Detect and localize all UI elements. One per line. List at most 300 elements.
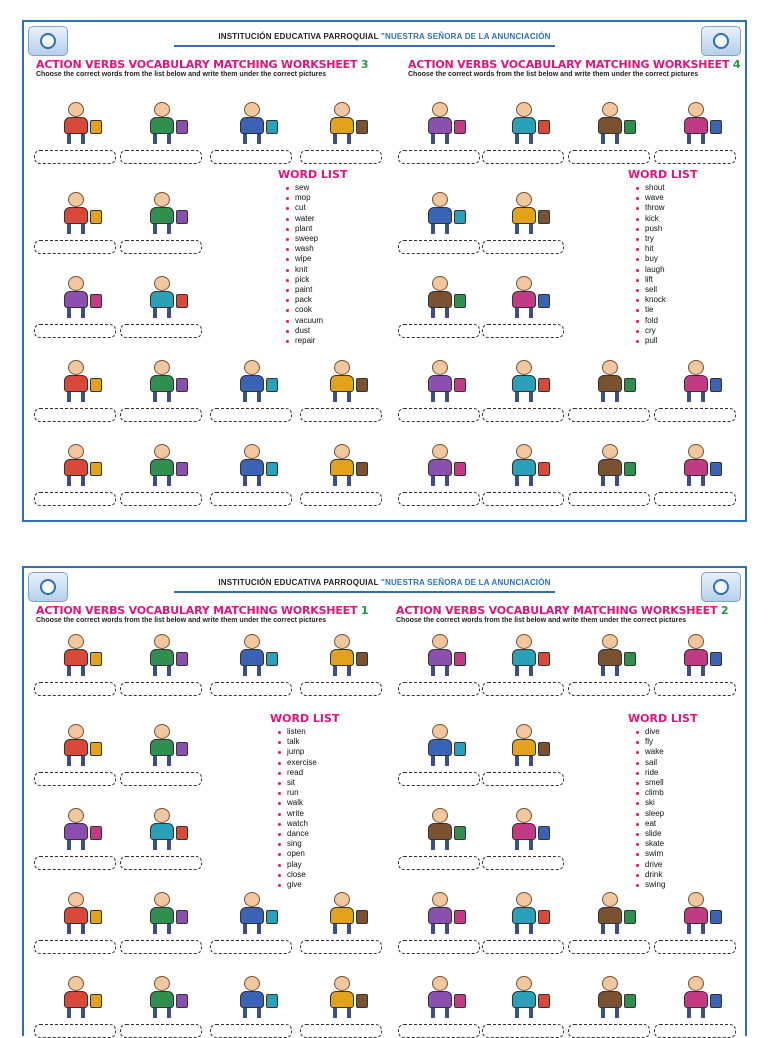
figure-body-icon: [64, 649, 88, 666]
figure-head-icon: [432, 102, 448, 117]
figure-legs-icon: [515, 1008, 533, 1018]
figure-body-icon: [150, 907, 174, 924]
figure-body-icon: [428, 375, 452, 392]
action-prop-icon: [624, 378, 636, 392]
clipart-illustration: [222, 442, 282, 488]
action-prop-icon: [356, 378, 368, 392]
answer-box[interactable]: [120, 240, 202, 254]
figure-legs-icon: [153, 392, 171, 402]
answer-box[interactable]: [654, 1024, 736, 1038]
school-header-name: "NUESTRA SEÑORA DE LA ANUNCIACIÓN: [380, 32, 551, 41]
figure-head-icon: [154, 444, 170, 459]
clipart-illustration: [410, 274, 470, 320]
answer-box[interactable]: [398, 856, 480, 870]
figure-legs-icon: [153, 756, 171, 766]
worksheet-number: 3: [360, 58, 369, 71]
figure-legs-icon: [601, 666, 619, 676]
answer-box[interactable]: [482, 324, 564, 338]
clipart-illustration: [580, 100, 640, 146]
action-prop-icon: [176, 294, 188, 308]
figure-head-icon: [602, 444, 618, 459]
figure-legs-icon: [67, 224, 85, 234]
answer-box[interactable]: [398, 324, 480, 338]
word-list-item: knit: [286, 265, 347, 275]
figure-legs-icon: [333, 134, 351, 144]
answer-box[interactable]: [34, 940, 116, 954]
figure-legs-icon: [687, 666, 705, 676]
figure-legs-icon: [333, 392, 351, 402]
figure-body-icon: [684, 375, 708, 392]
word-list-item: shout: [636, 183, 697, 193]
clipart-illustration: [46, 274, 106, 320]
figure-legs-icon: [601, 134, 619, 144]
figure-body-icon: [512, 991, 536, 1008]
worksheet-number: 2: [720, 604, 729, 617]
worksheet-instructions: Choose the correct words from the list below and write them under the correct pictures: [36, 71, 327, 78]
figure-body-icon: [150, 991, 174, 1008]
answer-box[interactable]: [482, 772, 564, 786]
figure-legs-icon: [431, 924, 449, 934]
answer-box[interactable]: [482, 1024, 564, 1038]
figure-legs-icon: [431, 1008, 449, 1018]
answer-box[interactable]: [120, 856, 202, 870]
figure-head-icon: [432, 360, 448, 375]
answer-box[interactable]: [210, 150, 292, 164]
figure-legs-icon: [515, 308, 533, 318]
figure-body-icon: [428, 907, 452, 924]
clipart-illustration: [410, 442, 470, 488]
clipart-illustration: [312, 358, 372, 404]
figure-head-icon: [154, 634, 170, 649]
worksheet-1-header: [36, 604, 396, 624]
word-list-item: give: [278, 880, 339, 890]
answer-box[interactable]: [210, 682, 292, 696]
figure-head-icon: [432, 892, 448, 907]
answer-box[interactable]: [482, 940, 564, 954]
worksheet-page-bottom: [22, 566, 747, 1036]
word-list-item: dust: [286, 326, 347, 336]
clipart-illustration: [132, 100, 192, 146]
action-prop-icon: [454, 742, 466, 756]
action-prop-icon: [266, 910, 278, 924]
answer-box[interactable]: [482, 240, 564, 254]
answer-box[interactable]: [300, 150, 382, 164]
word-list-item: pack: [286, 295, 347, 305]
word-list-item: cut: [286, 203, 347, 213]
action-prop-icon: [266, 120, 278, 134]
figure-head-icon: [432, 634, 448, 649]
clipart-illustration: [580, 974, 640, 1020]
word-list-item: try: [636, 234, 697, 244]
action-prop-icon: [710, 120, 722, 134]
figure-legs-icon: [515, 840, 533, 850]
figure-head-icon: [516, 360, 532, 375]
answer-box[interactable]: [34, 240, 116, 254]
word-list-item: wave: [636, 193, 697, 203]
figure-body-icon: [64, 291, 88, 308]
figure-legs-icon: [243, 666, 261, 676]
action-prop-icon: [90, 994, 102, 1008]
clipart-illustration: [46, 974, 106, 1020]
figure-head-icon: [244, 976, 260, 991]
worksheet-number: 1: [360, 604, 369, 617]
clipart-illustration: [494, 442, 554, 488]
figure-head-icon: [244, 892, 260, 907]
figure-head-icon: [68, 808, 84, 823]
answer-box[interactable]: [300, 492, 382, 506]
word-list-item: sell: [636, 285, 697, 295]
word-list-item: sweep: [286, 234, 347, 244]
figure-body-icon: [150, 291, 174, 308]
answer-box[interactable]: [654, 940, 736, 954]
answer-box[interactable]: [568, 1024, 650, 1038]
figure-head-icon: [68, 360, 84, 375]
worksheet-title: ACTION VERBS VOCABULARY MATCHING WORKSHEET: [36, 58, 358, 71]
answer-box[interactable]: [34, 856, 116, 870]
answer-box[interactable]: [300, 1024, 382, 1038]
answer-box[interactable]: [210, 408, 292, 422]
figure-legs-icon: [243, 134, 261, 144]
figure-body-icon: [64, 117, 88, 134]
answer-box[interactable]: [398, 940, 480, 954]
figure-head-icon: [516, 976, 532, 991]
word-list-item: sing: [278, 839, 339, 849]
figure-body-icon: [598, 991, 622, 1008]
action-prop-icon: [266, 378, 278, 392]
worksheet-title: ACTION VERBS VOCABULARY MATCHING WORKSHEET: [408, 58, 730, 71]
answer-box[interactable]: [34, 408, 116, 422]
clipart-illustration: [46, 806, 106, 852]
answer-box[interactable]: [482, 150, 564, 164]
answer-box[interactable]: [210, 940, 292, 954]
answer-box[interactable]: [120, 492, 202, 506]
action-prop-icon: [454, 378, 466, 392]
action-prop-icon: [454, 462, 466, 476]
word-list-item: laugh: [636, 265, 697, 275]
figure-body-icon: [150, 459, 174, 476]
answer-box[interactable]: [568, 150, 650, 164]
action-prop-icon: [266, 994, 278, 1008]
answer-box[interactable]: [34, 150, 116, 164]
clipart-illustration: [312, 100, 372, 146]
word-list-item: pull: [636, 336, 697, 346]
figure-head-icon: [516, 192, 532, 207]
figure-body-icon: [598, 459, 622, 476]
figure-head-icon: [154, 976, 170, 991]
answer-box[interactable]: [300, 940, 382, 954]
answer-box[interactable]: [482, 492, 564, 506]
action-prop-icon: [176, 378, 188, 392]
action-prop-icon: [176, 826, 188, 840]
figure-legs-icon: [153, 308, 171, 318]
worksheet-3-header: [36, 58, 396, 78]
answer-box[interactable]: [120, 682, 202, 696]
action-prop-icon: [538, 994, 550, 1008]
action-prop-icon: [176, 210, 188, 224]
word-list-item: pick: [286, 275, 347, 285]
clipart-illustration: [410, 632, 470, 678]
word-list-item: skate: [636, 839, 697, 849]
clipart-illustration: [46, 890, 106, 936]
action-prop-icon: [90, 826, 102, 840]
answer-box[interactable]: [654, 682, 736, 696]
action-prop-icon: [538, 210, 550, 224]
action-prop-icon: [90, 910, 102, 924]
figure-body-icon: [428, 459, 452, 476]
word-list-item: buy: [636, 254, 697, 264]
figure-body-icon: [512, 207, 536, 224]
answer-box[interactable]: [34, 324, 116, 338]
figure-head-icon: [432, 192, 448, 207]
answer-box[interactable]: [482, 856, 564, 870]
answer-box[interactable]: [120, 940, 202, 954]
figure-head-icon: [68, 892, 84, 907]
word-list-3: [278, 168, 347, 346]
word-list-item: slide: [636, 829, 697, 839]
figure-legs-icon: [67, 666, 85, 676]
answer-box[interactable]: [34, 682, 116, 696]
figure-legs-icon: [515, 924, 533, 934]
clipart-illustration: [46, 100, 106, 146]
action-prop-icon: [710, 462, 722, 476]
clipart-illustration: [494, 632, 554, 678]
action-prop-icon: [454, 652, 466, 666]
school-crest-icon: [701, 572, 741, 602]
action-prop-icon: [538, 294, 550, 308]
action-prop-icon: [538, 120, 550, 134]
answer-box[interactable]: [120, 772, 202, 786]
clipart-illustration: [222, 632, 282, 678]
figure-body-icon: [684, 907, 708, 924]
clipart-illustration: [666, 890, 726, 936]
answer-box[interactable]: [482, 682, 564, 696]
figure-legs-icon: [601, 924, 619, 934]
figure-head-icon: [516, 892, 532, 907]
answer-box[interactable]: [568, 408, 650, 422]
word-list-item: climb: [636, 788, 697, 798]
action-prop-icon: [624, 120, 636, 134]
clipart-illustration: [46, 190, 106, 236]
word-list-title: WORD LIST: [278, 168, 348, 181]
clipart-illustration: [494, 722, 554, 768]
figure-head-icon: [516, 634, 532, 649]
answer-box[interactable]: [210, 1024, 292, 1038]
figure-body-icon: [330, 375, 354, 392]
clipart-illustration: [46, 632, 106, 678]
clipart-illustration: [132, 274, 192, 320]
clipart-illustration: [132, 190, 192, 236]
word-list-item: watch: [278, 819, 339, 829]
figure-legs-icon: [333, 924, 351, 934]
figure-legs-icon: [67, 392, 85, 402]
clipart-illustration: [46, 358, 106, 404]
figure-body-icon: [150, 207, 174, 224]
action-prop-icon: [176, 120, 188, 134]
action-prop-icon: [356, 994, 368, 1008]
figure-head-icon: [68, 634, 84, 649]
answer-box[interactable]: [300, 408, 382, 422]
word-list-item: walk: [278, 798, 339, 808]
figure-body-icon: [428, 117, 452, 134]
answer-box[interactable]: [398, 408, 480, 422]
clipart-illustration: [580, 358, 640, 404]
answer-box[interactable]: [398, 682, 480, 696]
figure-head-icon: [244, 360, 260, 375]
figure-head-icon: [602, 976, 618, 991]
figure-body-icon: [684, 117, 708, 134]
figure-body-icon: [150, 117, 174, 134]
word-list-item: smell: [636, 778, 697, 788]
answer-box[interactable]: [398, 772, 480, 786]
figure-legs-icon: [601, 476, 619, 486]
action-prop-icon: [90, 120, 102, 134]
answer-box[interactable]: [120, 408, 202, 422]
figure-head-icon: [68, 276, 84, 291]
figure-head-icon: [334, 444, 350, 459]
answer-box[interactable]: [654, 408, 736, 422]
word-list-item: fold: [636, 316, 697, 326]
figure-body-icon: [512, 649, 536, 666]
school-header-prefix: INSTITUCIÓN EDUCATIVA PARROQUIAL: [218, 578, 381, 587]
figure-legs-icon: [515, 392, 533, 402]
figure-head-icon: [432, 444, 448, 459]
figure-body-icon: [428, 991, 452, 1008]
figure-legs-icon: [601, 1008, 619, 1018]
figure-legs-icon: [431, 840, 449, 850]
figure-head-icon: [432, 808, 448, 823]
figure-head-icon: [334, 360, 350, 375]
action-prop-icon: [90, 294, 102, 308]
figure-body-icon: [598, 649, 622, 666]
figure-legs-icon: [333, 1008, 351, 1018]
word-list-item: sew: [286, 183, 347, 193]
clipart-illustration: [312, 890, 372, 936]
answer-box[interactable]: [120, 324, 202, 338]
word-list-item: repair: [286, 336, 347, 346]
clipart-illustration: [46, 722, 106, 768]
figure-body-icon: [64, 823, 88, 840]
answer-box[interactable]: [120, 1024, 202, 1038]
word-list-item: run: [278, 788, 339, 798]
action-prop-icon: [454, 210, 466, 224]
action-prop-icon: [356, 462, 368, 476]
answer-box[interactable]: [34, 1024, 116, 1038]
figure-body-icon: [428, 291, 452, 308]
figure-legs-icon: [687, 1008, 705, 1018]
clipart-illustration: [666, 442, 726, 488]
clipart-illustration: [494, 190, 554, 236]
clipart-illustration: [410, 722, 470, 768]
answer-box[interactable]: [398, 492, 480, 506]
word-list-item: cry: [636, 326, 697, 336]
word-list-item: listen: [278, 727, 339, 737]
figure-legs-icon: [515, 476, 533, 486]
figure-body-icon: [240, 117, 264, 134]
answer-box[interactable]: [210, 492, 292, 506]
figure-head-icon: [68, 724, 84, 739]
figure-body-icon: [64, 375, 88, 392]
word-list-item: lift: [636, 275, 697, 285]
figure-head-icon: [516, 724, 532, 739]
answer-box[interactable]: [398, 150, 480, 164]
figure-legs-icon: [431, 476, 449, 486]
word-list-item: eat: [636, 819, 697, 829]
word-list-item: write: [278, 809, 339, 819]
clipart-illustration: [312, 442, 372, 488]
figure-legs-icon: [431, 134, 449, 144]
school-crest-icon: [701, 26, 741, 56]
clipart-illustration: [222, 974, 282, 1020]
figure-head-icon: [68, 192, 84, 207]
figure-legs-icon: [153, 1008, 171, 1018]
action-prop-icon: [710, 378, 722, 392]
word-list-item: wake: [636, 747, 697, 757]
figure-legs-icon: [515, 666, 533, 676]
clipart-illustration: [222, 100, 282, 146]
figure-body-icon: [598, 375, 622, 392]
action-prop-icon: [90, 652, 102, 666]
figure-legs-icon: [431, 666, 449, 676]
figure-head-icon: [334, 634, 350, 649]
figure-head-icon: [688, 976, 704, 991]
action-prop-icon: [176, 994, 188, 1008]
answer-box[interactable]: [120, 150, 202, 164]
word-list-item: exercise: [278, 758, 339, 768]
answer-box[interactable]: [482, 408, 564, 422]
answer-box[interactable]: [654, 150, 736, 164]
answer-box[interactable]: [568, 492, 650, 506]
word-list-item: talk: [278, 737, 339, 747]
word-list-item: plant: [286, 224, 347, 234]
clipart-illustration: [666, 100, 726, 146]
answer-box[interactable]: [300, 682, 382, 696]
word-list-item: water: [286, 214, 347, 224]
action-prop-icon: [90, 378, 102, 392]
figure-body-icon: [240, 649, 264, 666]
action-prop-icon: [624, 910, 636, 924]
word-list-item: read: [278, 768, 339, 778]
figure-legs-icon: [67, 756, 85, 766]
figure-body-icon: [512, 907, 536, 924]
action-prop-icon: [710, 994, 722, 1008]
answer-box[interactable]: [398, 1024, 480, 1038]
action-prop-icon: [710, 652, 722, 666]
clipart-illustration: [580, 442, 640, 488]
answer-box[interactable]: [654, 492, 736, 506]
figure-body-icon: [240, 459, 264, 476]
worksheet-instructions: Choose the correct words from the list below and write them under the correct pictures: [396, 617, 687, 624]
figure-head-icon: [602, 892, 618, 907]
figure-head-icon: [602, 360, 618, 375]
answer-box[interactable]: [568, 940, 650, 954]
clipart-illustration: [494, 974, 554, 1020]
clipart-illustration: [222, 890, 282, 936]
answer-box[interactable]: [568, 682, 650, 696]
answer-box[interactable]: [34, 492, 116, 506]
clipart-illustration: [132, 442, 192, 488]
figure-body-icon: [428, 739, 452, 756]
figure-head-icon: [334, 976, 350, 991]
figure-legs-icon: [687, 924, 705, 934]
answer-box[interactable]: [34, 772, 116, 786]
action-prop-icon: [624, 462, 636, 476]
answer-box[interactable]: [398, 240, 480, 254]
clipart-illustration: [132, 806, 192, 852]
figure-body-icon: [428, 649, 452, 666]
figure-head-icon: [154, 892, 170, 907]
figure-head-icon: [688, 102, 704, 117]
figure-body-icon: [64, 739, 88, 756]
